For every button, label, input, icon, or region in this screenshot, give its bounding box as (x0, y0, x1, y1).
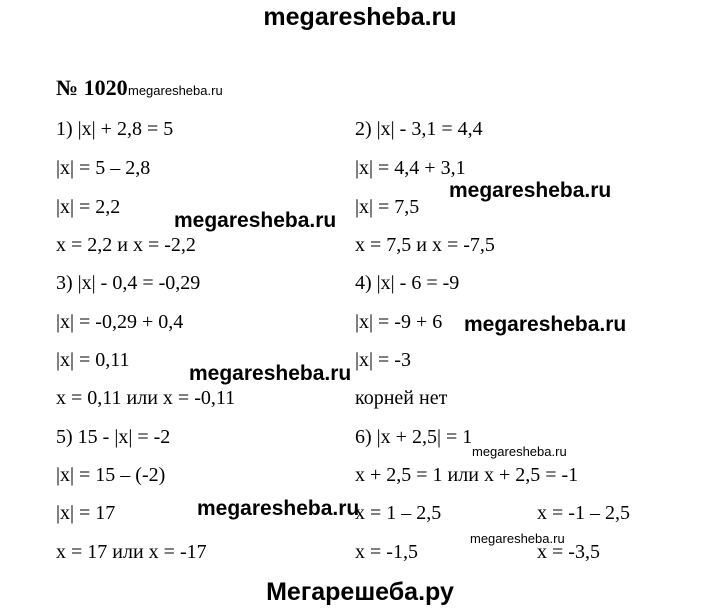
right-line-5: 4) |x| - 6 = -9 (355, 272, 460, 294)
right-line-8: корней нет (355, 387, 448, 409)
right-line-2: |x| = 4,4 + 3,1 (355, 157, 466, 179)
right-line-1: 2) |x| - 3,1 = 4,4 (355, 118, 483, 140)
watermark-3: megaresheba.ru (464, 313, 627, 336)
left-line-6: |x| = -0,29 + 0,4 (56, 311, 184, 333)
problem-number: № 1020 (56, 75, 128, 100)
site-header-watermark: megaresheba.ru (263, 3, 457, 31)
left-line-1: 1) |x| + 2,8 = 5 (56, 118, 174, 140)
problem-number-watermark: megaresheba.ru (128, 83, 223, 98)
left-line-10: |x| = 15 – (-2) (56, 464, 166, 486)
left-line-8: x = 0,11 или x = -0,11 (56, 387, 236, 409)
extra-line-2: x = -3,5 (537, 541, 600, 563)
left-line-2: |x| = 5 – 2,8 (56, 157, 151, 179)
watermark-7: megaresheba.ru (470, 531, 565, 546)
left-line-3: |x| = 2,2 (56, 196, 121, 218)
right-line-4: x = 7,5 и x = -7,5 (355, 234, 495, 256)
right-line-3: |x| = 7,5 (355, 196, 420, 218)
watermark-2: megaresheba.ru (174, 209, 337, 232)
left-line-4: x = 2,2 и x = -2,2 (56, 234, 196, 256)
right-line-6: |x| = -9 + 6 (355, 311, 443, 333)
left-line-11: |x| = 17 (56, 502, 116, 524)
left-line-9: 5) 15 - |x| = -2 (56, 426, 171, 448)
right-line-10: x + 2,5 = 1 или x + 2,5 = -1 (355, 464, 579, 486)
watermark-6: megaresheba.ru (197, 497, 360, 520)
watermark-1: megaresheba.ru (449, 179, 612, 202)
right-line-9: 6) |x + 2,5| = 1 (355, 426, 473, 448)
extra-line-1: x = -1 – 2,5 (537, 502, 630, 524)
right-line-11: x = 1 – 2,5 (355, 502, 442, 524)
right-line-7: |x| = -3 (355, 349, 411, 371)
watermark-4: megaresheba.ru (189, 362, 352, 385)
right-line-12: x = -1,5 (355, 541, 418, 563)
watermark-5: megaresheba.ru (472, 444, 567, 459)
site-footer-watermark: Мегарешеба.ру (266, 578, 454, 606)
left-line-7: |x| = 0,11 (56, 349, 130, 371)
left-line-5: 3) |x| - 0,4 = -0,29 (56, 272, 201, 294)
left-line-12: x = 17 или x = -17 (56, 541, 207, 563)
